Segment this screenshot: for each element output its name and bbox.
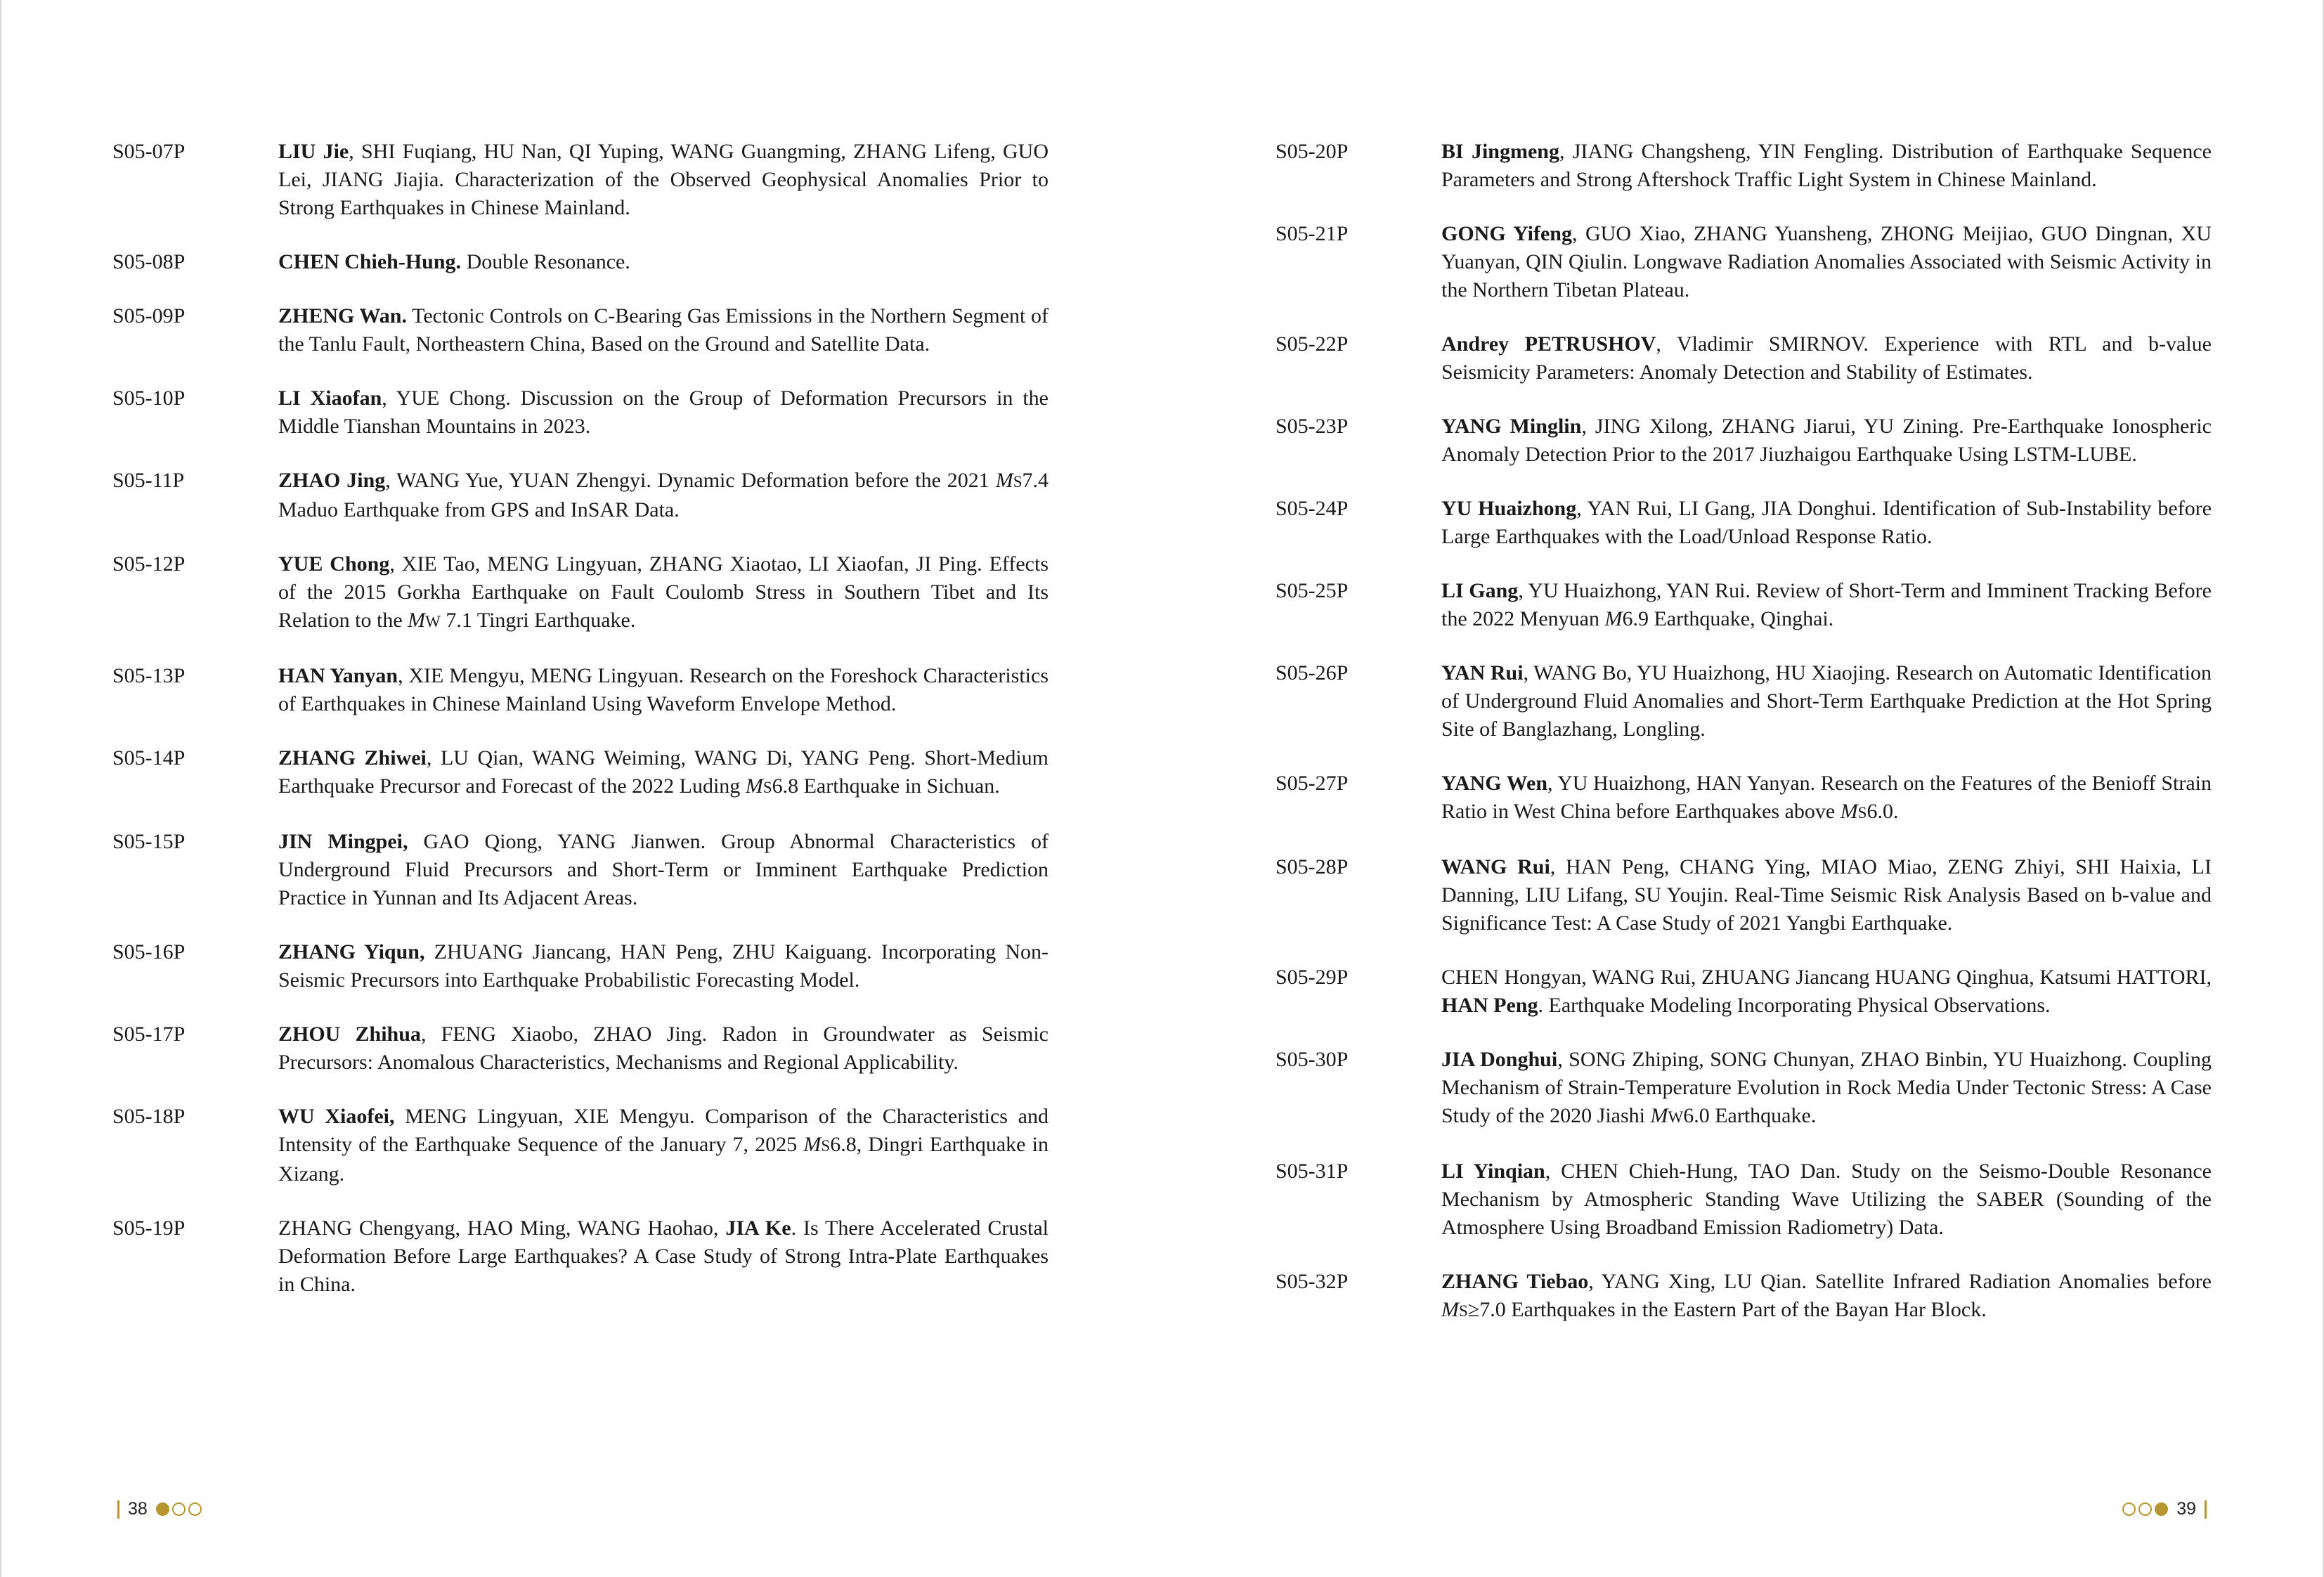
magnitude-subscript: W	[1668, 1108, 1684, 1126]
entry-code: S05-12P	[112, 552, 186, 576]
presenting-author: JIA Donghui	[1441, 1048, 1558, 1071]
abstract-entry	[112, 1103, 1049, 1188]
entry-body: , YU Huaizhong, HAN Yanyan. Research on the Features of the Benioff Strain Ratio in West China before Earthquakes above	[1441, 772, 2212, 823]
magnitude-symbol: M	[995, 469, 1013, 492]
magnitude-subscript: S	[1459, 1302, 1468, 1320]
magnitude-subscript: S	[1013, 473, 1023, 491]
entry-body: , JING Xilong, ZHANG Jiarui, YU Zining. Pre-Earthquake Ionospheric Anomaly Detection Prior to the 2017 Jiuzhaigou Earthquake Using LSTM-LUBE.	[1441, 415, 2212, 466]
entry-text	[1441, 1268, 2212, 1325]
entry-code: S05-15P	[112, 830, 186, 853]
magnitude-symbol: M	[1840, 800, 1858, 823]
entry-text	[1441, 495, 2212, 551]
presenting-author: ZHANG Yiqun,	[278, 940, 425, 963]
abstract-entry	[112, 938, 1049, 994]
entry-text	[278, 384, 1049, 441]
abstract-entry	[1275, 495, 2212, 551]
magnitude-symbol: M	[1441, 1298, 1459, 1321]
presenting-author: BI Jingmeng	[1441, 140, 1559, 163]
magnitude-symbol: M	[803, 1133, 822, 1156]
abstract-entry	[1275, 330, 2212, 387]
abstract-entry	[112, 1214, 1049, 1299]
presenting-author: LI Yinqian	[1441, 1160, 1545, 1183]
presenting-author: JIN Mingpei,	[278, 830, 408, 853]
entry-text	[278, 1103, 1049, 1188]
left-page-column	[112, 138, 1049, 1325]
entry-code: S05-11P	[112, 469, 185, 492]
right-page-footer	[2121, 1499, 2215, 1519]
entry-body-tail: ≥7.0 Earthquakes in the Eastern Part of the Bayan Har Block.	[1467, 1298, 1987, 1321]
entry-body: . Earthquake Modeling Incorporating Physical Observations.	[1538, 994, 2051, 1017]
entry-code: S05-08P	[112, 250, 186, 273]
entry-code: S05-27P	[1275, 772, 1349, 795]
entry-code: S05-07P	[112, 140, 186, 163]
coauthors-before: CHEN Hongyan, WANG Rui, ZHUANG Jiancang HUANG Qinghua, Katsumi HATTORI,	[1441, 966, 2212, 989]
entry-text	[278, 1214, 1049, 1299]
entry-body: , XIE Mengyu, MENG Lingyuan. Research on the Foreshock Characteristics of Earthquakes in Chinese Mainland Using Waveform Envelope Method.	[278, 664, 1049, 715]
abstract-entry	[1275, 413, 2212, 469]
entry-body: , GUO Xiao, ZHANG Yuansheng, ZHONG Meijiao, GUO Dingnan, XU Yuanyan, QIN Qiulin. Longwave Radiation Anomalies Associated with Seismic Activity in the Northern Tibetan Plateau.	[1441, 222, 2212, 301]
entry-body-tail: 7.1 Tingri Earthquake.	[440, 609, 636, 632]
presenting-author: JIA Ke	[725, 1216, 791, 1240]
entry-body: , FENG Xiaobo, ZHAO Jing. Radon in Groundwater as Seismic Precursors: Anomalous Characteristics, Mechanisms and Regional Applicability.	[278, 1023, 1049, 1074]
entry-body: , YU Huaizhong, YAN Rui. Review of Short-Term and Imminent Tracking Before the 2022 Menyuan	[1441, 579, 2212, 630]
entry-code: S05-24P	[1275, 497, 1349, 520]
filled-circle-icon	[2155, 1503, 2168, 1516]
presenting-author: LI Gang	[1441, 579, 1519, 602]
entry-text	[278, 138, 1049, 222]
entry-body-tail: 6.9 Earthquake, Qinghai.	[1622, 607, 1834, 630]
right-page-column	[1275, 138, 2212, 1351]
entry-code: S05-10P	[112, 387, 186, 410]
abstract-entry	[1275, 1157, 2212, 1242]
presenting-author: YAN Rui	[1441, 661, 1524, 684]
entry-text	[278, 938, 1049, 994]
entry-body: , SONG Zhiping, SONG Chunyan, ZHAO Binbin, YU Huaizhong. Coupling Mechanism of Strain-Temperature Evolution in Rock Media Under Tectonic Stress: A Case Study of the 2020 Jiashi	[1441, 1048, 2212, 1127]
magnitude-subscript: S	[821, 1137, 831, 1155]
abstract-entry	[112, 744, 1049, 802]
presenting-author: ZHANG Zhiwei	[278, 746, 427, 770]
entry-body: . Is There Accelerated Crustal Deformation Before Large Earthquakes? A Case Study of Strong Intra-Plate Earthquakes in China.	[278, 1216, 1049, 1296]
entry-body: , CHEN Chieh-Hung, TAO Dan. Study on the Seismo-Double Resonance Mechanism by Atmospheric Standing Wave Utilizing the SABER (Sounding of the Atmosphere Using Broadband Emission Radiometry) Data.	[1441, 1160, 2212, 1239]
entry-body-tail: 6.0 Earthquake.	[1683, 1104, 1817, 1127]
entry-code: S05-21P	[1275, 222, 1349, 245]
entry-body: , HAN Peng, CHANG Ying, MIAO Miao, ZENG Zhiyi, SHI Haixia, LI Danning, LIU Lifang, SU Youjin. Real-Time Seismic Risk Analysis Based on b-value and Significance Test: A Case Study of 2021 Yangbi Earthquake.	[1441, 855, 2212, 935]
entry-body: , Vladimir SMIRNOV. Experience with RTL and b-value Seismicity Parameters: Anomaly Detection and Stability of Estimates.	[1441, 332, 2212, 384]
abstract-entry	[112, 662, 1049, 718]
presenting-author: HAN Yanyan	[278, 664, 398, 687]
abstract-entry	[112, 302, 1049, 358]
entry-code: S05-18P	[112, 1105, 186, 1128]
abstract-entry	[1275, 577, 2212, 633]
entry-text	[278, 467, 1049, 524]
abstract-entry	[112, 248, 1049, 276]
entry-body: , JIANG Changsheng, YIN Fengling. Distribution of Earthquake Sequence Parameters and Strong Aftershock Traffic Light System in Chinese Mainland.	[1441, 140, 2212, 191]
entry-text	[278, 248, 1049, 276]
entry-body: , WANG Yue, YUAN Zhengyi. Dynamic Deformation before the 2021	[385, 469, 996, 492]
entry-text	[278, 1020, 1049, 1077]
magnitude-symbol: M	[408, 609, 426, 632]
entry-text	[278, 828, 1049, 912]
entry-text	[278, 744, 1049, 802]
abstract-entry	[112, 550, 1049, 636]
entry-code: S05-20P	[1275, 140, 1349, 163]
presenting-author: CHEN Chieh-Hung.	[278, 250, 462, 273]
presenting-author: YANG Minglin	[1441, 415, 1582, 438]
entry-body: , SHI Fuqiang, HU Nan, QI Yuping, WANG Guangming, ZHANG Lifeng, GUO Lei, JIANG Jiajia. Characterization of the Observed Geophysical Anomalies Prior to Strong Earthquakes in Chinese Mainland.	[278, 140, 1049, 219]
magnitude-symbol: M	[1604, 607, 1623, 630]
entry-text	[1441, 963, 2212, 1020]
entry-text	[278, 302, 1049, 358]
entry-text	[1441, 1157, 2212, 1242]
entry-text	[1441, 577, 2212, 633]
left-page-edge	[0, 0, 1, 1577]
entry-code: S05-28P	[1275, 855, 1349, 878]
entry-code: S05-25P	[1275, 579, 1349, 602]
entry-body: , LU Qian, WANG Weiming, WANG Di, YANG Peng. Short-Medium Earthquake Precursor and Forecast of the 2022 Luding	[278, 746, 1049, 798]
entry-code: S05-14P	[112, 746, 186, 770]
filled-circle-icon	[156, 1503, 169, 1516]
presenting-author: ZHANG Tiebao	[1441, 1270, 1589, 1293]
circle-outline-icon	[172, 1503, 186, 1516]
entry-body-tail: 6.0.	[1867, 800, 1899, 823]
entry-body: , WANG Bo, YU Huaizhong, HU Xiaojing. Research on Automatic Identification of Underground Fluid Anomalies and Short-Term Earthquake Prediction at the Hot Spring Site of Banglazhang, Longling.	[1441, 661, 2212, 741]
presenting-author: YU Huaizhong	[1441, 497, 1577, 520]
magnitude-subscript: S	[1857, 804, 1867, 822]
entry-body: ZHUANG Jiancang, HAN Peng, ZHU Kaiguang. Incorporating Non-Seismic Precursors into Earthquake Probabilistic Forecasting Model.	[278, 940, 1049, 992]
page-number: 38	[128, 1499, 148, 1519]
magnitude-subscript: S	[762, 779, 772, 796]
coauthors-before: ZHANG Chengyang, HAO Ming, WANG Haohao,	[278, 1216, 726, 1240]
entry-body: Double Resonance.	[461, 250, 630, 273]
abstract-entry	[1275, 1268, 2212, 1325]
entry-code: S05-29P	[1275, 966, 1349, 989]
circle-outline-icon	[2122, 1503, 2136, 1516]
presenting-author: ZHOU Zhihua	[278, 1023, 421, 1046]
entry-text	[278, 662, 1049, 718]
entry-body: GAO Qiong, YANG Jianwen. Group Abnormal Characteristics of Underground Fluid Precursors and Short-Term or Imminent Earthquake Prediction Practice in Yunnan and Its Adjacent Areas.	[278, 830, 1049, 909]
abstract-entry	[112, 1020, 1049, 1077]
magnitude-subscript: W	[425, 613, 441, 630]
presenting-author: YANG Wen	[1441, 772, 1548, 795]
entry-text	[1441, 1046, 2212, 1131]
entry-code: S05-31P	[1275, 1160, 1349, 1183]
abstract-entry	[112, 828, 1049, 912]
abstract-entry	[1275, 220, 2212, 304]
presenting-author: LI Xiaofan	[278, 387, 382, 410]
presenting-author: GONG Yifeng	[1441, 222, 1572, 245]
entry-code: S05-23P	[1275, 415, 1349, 438]
presenting-author: YUE Chong	[278, 552, 390, 576]
left-page-footer	[109, 1499, 203, 1519]
entry-body: MENG Lingyuan, XIE Mengyu. Comparison of the Characteristics and Intensity of the Earthquake Sequence of the January 7, 2025	[278, 1105, 1049, 1156]
entry-code: S05-13P	[112, 664, 186, 687]
presenting-author: LIU Jie	[278, 140, 349, 163]
entry-code: S05-32P	[1275, 1270, 1349, 1293]
entry-body: , XIE Tao, MENG Lingyuan, ZHANG Xiaotao, LI Xiaofan, JI Ping. Effects of the 2015 Gorkha Earthquake on Fault Coulomb Stress in Southern Tibet and Its Relation to the	[278, 552, 1049, 632]
abstract-entry	[1275, 963, 2212, 1020]
abstract-entry	[1275, 853, 2212, 937]
entry-code: S05-09P	[112, 304, 186, 327]
entry-code: S05-19P	[112, 1216, 186, 1240]
entry-code: S05-16P	[112, 940, 186, 963]
circle-outline-icon	[188, 1503, 202, 1516]
abstract-entry	[1275, 1046, 2212, 1131]
abstract-entry	[112, 138, 1049, 222]
entry-code: S05-17P	[112, 1023, 186, 1046]
entry-code: S05-30P	[1275, 1048, 1349, 1071]
footer-divider-bar	[2205, 1500, 2207, 1519]
presenting-author: WANG Rui	[1441, 855, 1550, 878]
entry-body-tail: 6.8 Earthquake in Sichuan.	[772, 774, 1000, 798]
entry-text	[1441, 853, 2212, 937]
presenting-author: Andrey PETRUSHOV	[1441, 332, 1656, 356]
circle-outline-icon	[2138, 1503, 2152, 1516]
entry-text	[278, 550, 1049, 636]
abstract-entry	[1275, 138, 2212, 194]
magnitude-symbol: M	[745, 774, 763, 798]
entry-body: , YANG Xing, LU Qian. Satellite Infrared Radiation Anomalies before	[1588, 1270, 2212, 1293]
magnitude-symbol: M	[1650, 1104, 1668, 1127]
entry-text	[1441, 330, 2212, 387]
entry-body: , YAN Rui, LI Gang, JIA Donghui. Identification of Sub-Instability before Large Earthquakes with the Load/Unload Response Ratio.	[1441, 497, 2212, 548]
entry-text	[1441, 770, 2212, 827]
abstract-entry	[1275, 770, 2212, 827]
entry-text	[1441, 659, 2212, 744]
entry-text	[1441, 413, 2212, 469]
presenting-author: HAN Peng	[1441, 994, 1538, 1017]
entry-code: S05-26P	[1275, 661, 1349, 684]
entry-body: Tectonic Controls on C-Bearing Gas Emissions in the Northern Segment of the Tanlu Fault, Northeastern China, Based on the Ground and Satellite Data.	[278, 304, 1049, 356]
entry-text	[1441, 138, 2212, 194]
footer-divider-bar	[117, 1500, 119, 1519]
abstract-entry	[112, 384, 1049, 441]
presenting-author: ZHENG Wan.	[278, 304, 407, 327]
entry-text	[1441, 220, 2212, 304]
entry-body-tail: 7.4 Maduo Earthquake from GPS and InSAR Data.	[278, 469, 1049, 521]
abstract-entry	[112, 467, 1049, 524]
entry-code: S05-22P	[1275, 332, 1349, 356]
presenting-author: ZHAO Jing	[278, 469, 386, 492]
presenting-author: WU Xiaofei,	[278, 1105, 395, 1128]
page-number: 39	[2176, 1499, 2196, 1519]
abstract-entry	[1275, 659, 2212, 744]
entry-body-tail: 6.8, Dingri Earthquake in Xizang.	[278, 1133, 1049, 1186]
entry-body: , YUE Chong. Discussion on the Group of Deformation Precursors in the Middle Tianshan Mountains in 2023.	[278, 387, 1049, 438]
